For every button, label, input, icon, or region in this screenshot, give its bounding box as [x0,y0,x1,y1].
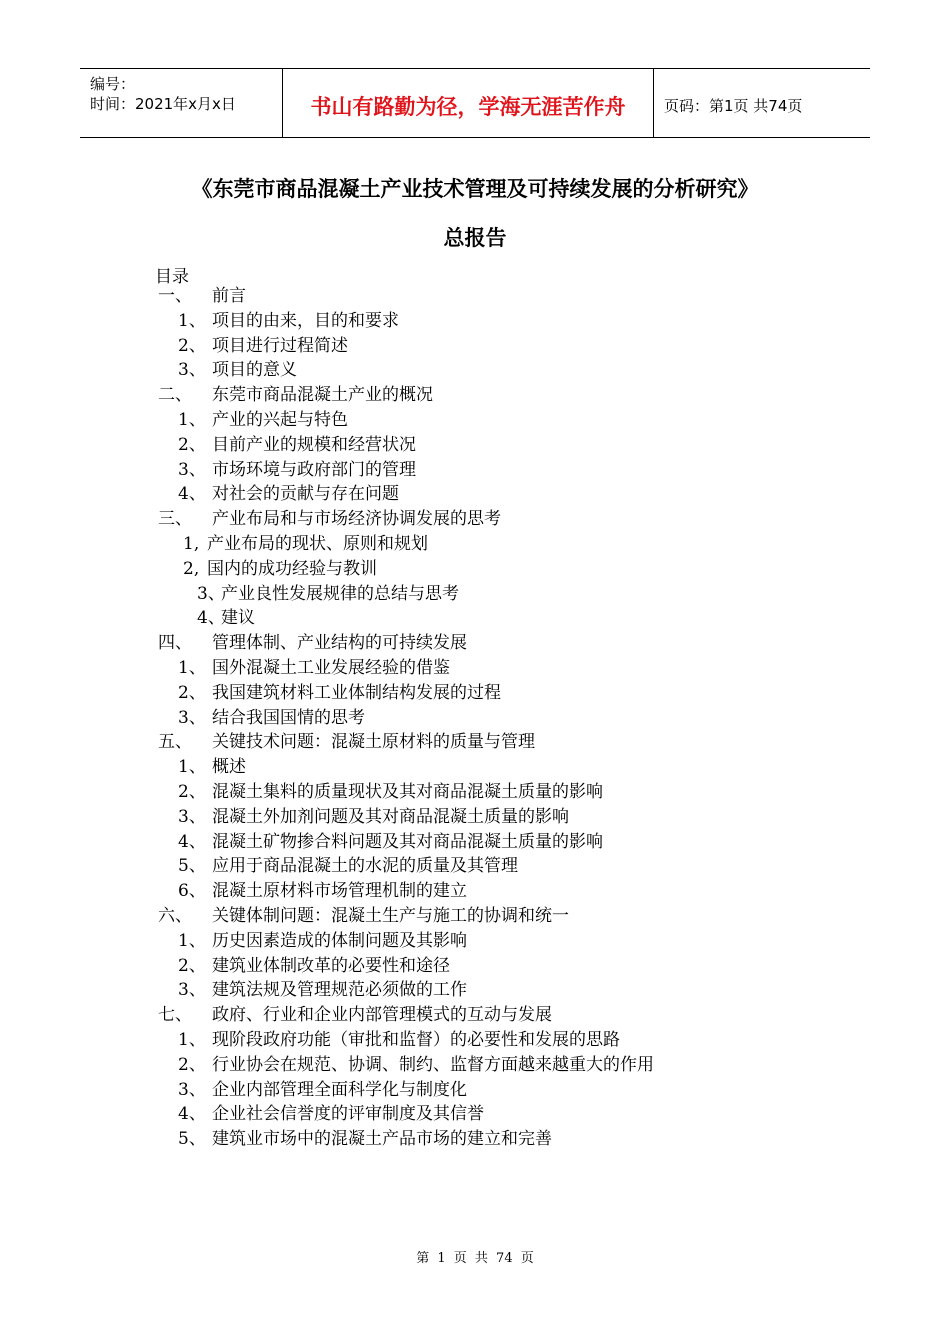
toc-entry-number: 1、 [178,310,206,331]
toc-entry-text: 混凝土原材料市场管理机制的建立 [212,881,467,902]
toc-entry-number: 3、 [178,707,206,728]
toc-entry-number: 1、 [178,1030,206,1050]
toc-entry-text: 项目进行过程简述 [212,335,348,356]
header-motto-cell [283,69,654,137]
toc-entry-text: 结合我国国情的思考 [212,707,365,728]
toc-entry-text: 国内的成功经验与教训 [207,558,377,579]
toc-entry-text: 市场环境与政府部门的管理 [212,459,416,480]
toc-entry-number: 六、 [158,906,192,926]
toc-entry-text: 建筑法规及管理规范必须做的工作 [212,980,467,1001]
toc-entry-number: 3、 [178,459,206,480]
toc-entry-number: 3、 [178,1079,206,1100]
toc-entry-text: 我国建筑材料工业体制结构发展的过程 [212,682,501,703]
toc-entry-text: 项目的由来，目的和要求 [212,310,399,331]
toc-entry-number: 3、 [197,583,225,604]
toc-entry-number: 4、 [178,1104,206,1125]
toc-entry-text: 企业内部管理全面科学化与制度化 [212,1079,467,1100]
toc-entry-number: 2、 [178,335,206,356]
toc-entry-text: 企业社会信誉度的评审制度及其信誉 [212,1104,484,1125]
toc-entry-number: 4、 [178,831,206,852]
toc-entry-text: 国外混凝土工业发展经验的借鉴 [212,658,450,678]
toc-entry-number: 5、 [178,856,206,877]
page-footer: 第 1 页 共 74 页 [416,1251,534,1266]
toc-entry-number: 4、 [197,608,225,629]
toc-entry-number: 1、 [178,930,206,951]
toc-entry-text: 前言 [212,286,246,306]
toc-entry-text: 行业协会在规范、协调、制约、监督方面越来越重大的作用 [212,1054,654,1075]
toc-entry-text: 项目的意义 [212,360,297,381]
toc-entry-number: 1、 [178,658,206,678]
toc-entry-number: 五、 [158,732,192,753]
toc-entry-number: 四、 [158,633,192,654]
toc-entry-text: 历史因素造成的体制问题及其影响 [212,930,467,951]
toc-entry-text: 建筑业体制改革的必要性和途径 [212,955,450,976]
header-motto: 书山有路勤为径，学海无涯苦作舟 [310,95,626,119]
toc-entry-text: 管理体制、产业结构的可持续发展 [212,633,467,654]
toc-entry-number: 三、 [158,509,192,530]
document-number: 编号： [90,75,136,93]
toc-entry-number: 2、 [178,782,206,802]
toc-entry-number: 3、 [178,806,206,827]
toc-entry-number: 3、 [178,980,206,1001]
toc-entry-number: 2、 [178,682,206,703]
toc-entry-number: 1、 [178,410,206,430]
toc-entry-number: 1, [183,534,200,554]
toc-entry-text: 建议 [221,608,255,629]
toc-entry-text: 关键技术问题：混凝土原材料的质量与管理 [212,732,535,753]
toc-entry-text: 混凝土外加剂问题及其对商品混凝土质量的影响 [212,806,569,827]
toc-entry-number: 4、 [178,484,206,505]
toc-entry-text: 东莞市商品混凝土产业的概况 [212,385,433,406]
toc-entry-text: 混凝土集料的质量现状及其对商品混凝土质量的影响 [212,782,603,802]
header-info-cell [80,69,283,137]
document-subtitle: 总报告 [443,225,507,250]
toc-entry-number: 2, [183,558,200,579]
toc-entry-number: 1、 [178,757,206,778]
toc-entry-number: 七、 [158,1005,192,1026]
toc-entry-text: 应用于商品混凝土的水泥的质量及其管理 [212,856,518,877]
header-page-number: 页码：第1页 共74页 [664,97,803,115]
toc-entry-number: 6、 [178,881,206,902]
toc-entry-text: 产业的兴起与特色 [212,410,348,430]
toc-entry-text: 现阶段政府功能（审批和监督）的必要性和发展的思路 [212,1030,620,1050]
page-header [80,68,870,138]
toc-entry-text: 目前产业的规模和经营状况 [212,434,416,455]
toc-entry-number: 一、 [158,286,192,306]
toc-entry-text: 建筑业市场中的混凝土产品市场的建立和完善 [212,1129,552,1150]
toc-entry-text: 产业布局和与市场经济协调发展的思考 [212,509,501,530]
toc-entry-text: 产业良性发展规律的总结与思考 [221,583,459,604]
toc-entry-text: 概述 [212,757,246,778]
header-page-cell [654,69,870,137]
toc-entry-number: 2、 [178,434,206,455]
document-title: 《东莞市商品混凝土产业技术管理及可持续发展的分析研究》 [191,176,759,201]
toc-entry-text: 混凝土矿物掺合料问题及其对商品混凝土质量的影响 [212,831,603,852]
toc-entry-number: 2、 [178,955,206,976]
toc-entry-text: 产业布局的现状、原则和规划 [207,534,428,554]
toc-entry-text: 政府、行业和企业内部管理模式的互动与发展 [212,1005,552,1026]
toc-entry-number: 5、 [178,1129,206,1150]
toc-entry-number: 2、 [178,1054,206,1075]
toc-entry-number: 二、 [158,385,192,406]
toc-heading: 目录 [155,267,189,287]
toc-entry-number: 3、 [178,360,206,381]
toc-entry-text: 关键体制问题：混凝土生产与施工的协调和统一 [212,906,569,926]
document-time: 时间：2021年x月x日 [90,95,236,113]
toc-entry-text: 对社会的贡献与存在问题 [212,484,399,505]
